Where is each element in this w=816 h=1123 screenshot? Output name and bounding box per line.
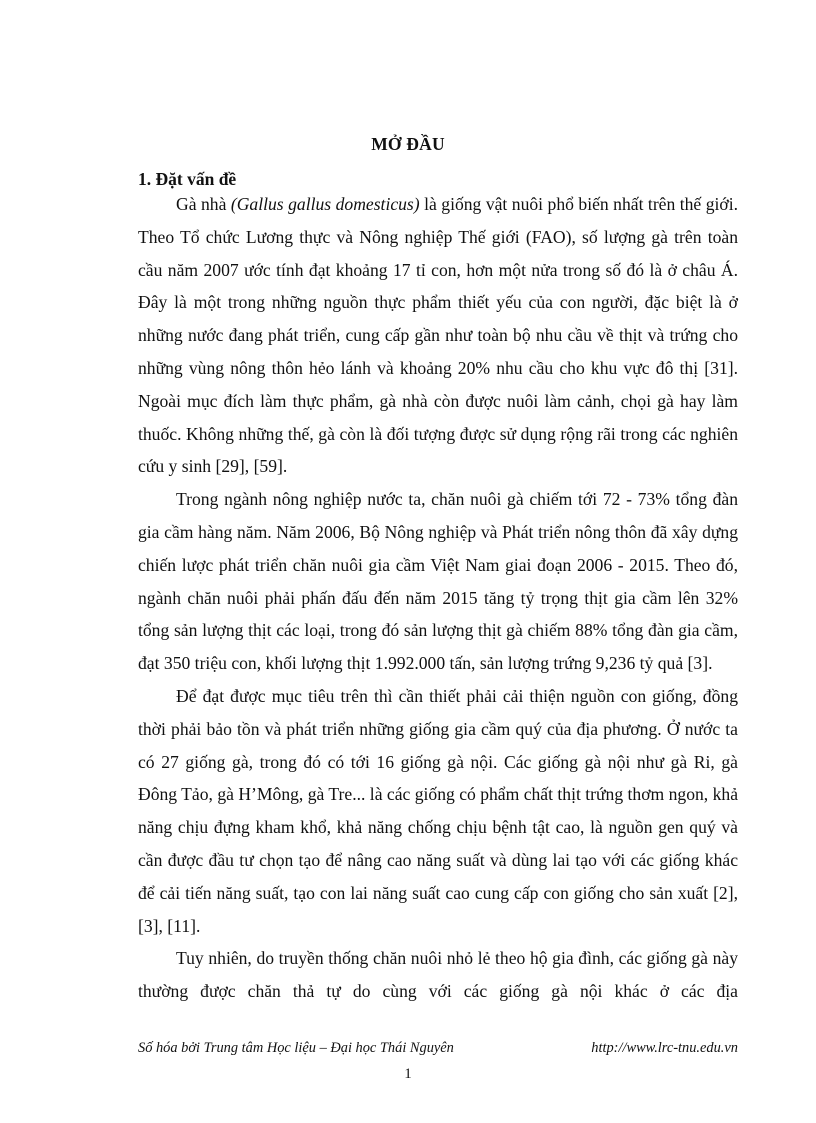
paragraph-4: Tuy nhiên, do truyền thống chăn nuôi nhỏ lẻ theo hộ gia đình, các giống gà này thường được chăn thả tự do cùng với các giống gà nội khác ở các địa	[138, 948, 738, 1002]
paragraph-1-rest: là giống vật nuôi phổ biến nhất trên thế giới. Theo Tổ chức Lương thực và Nông nghiệp Thế giới (FAO), số lượng gà trên toàn cầu năm 2007 ước tính đạt khoảng 17 tỉ con, hơn một nửa trong số đó là ở châu Á. Đây là một trong những nguồn thực phẩm thiết yếu của con người, đặc biệt là ở những nước đang phát triển, cung cấp gần như toàn bộ nhu cầu về thịt và trứng cho những vùng nông thôn hẻo lánh và khoảng 20% nhu cầu cho khu vực đô thị [31]. Ngoài mục đích làm thực phẩm, gà nhà còn được nuôi làm cảnh, chọi gà hay làm thuốc. Không những thế, gà còn là đối tượng được sử dụng rộng rãi trong các nghiên cứu y sinh [29], [59].	[138, 194, 738, 477]
page-number: 1	[404, 1066, 412, 1082]
paragraph-3: Để đạt được mục tiêu trên thì cần thiết phải cải thiện nguồn con giống, đồng thời phải bảo tồn và phát triển những giống gia cầm quý của địa phương. Ở nước ta có 27 giống gà, trong đó có tới 16 giống gà nội. Các giống gà nội như gà Ri, gà Đông Tảo, gà H’Mông, gà Tre... là các giống có phẩm chất thịt trứng thơm ngon, khả năng chịu đựng kham khổ, khả năng chống chịu bệnh tật cao, là nguồn gen quý và cần được đầu tư chọn tạo để nâng cao năng suất và dùng lai tạo với các giống khác để cải tiến năng suất, tạo con lai năng suất cao cung cấp con giống cho sản xuất [2], [3], [11].	[138, 685, 738, 936]
page-footer	[138, 1040, 738, 1062]
footer-digitized-by: Số hóa bởi Trung tâm Học liệu – Đại học Thái Nguyên	[138, 1040, 454, 1056]
scientific-name: (Gallus gallus domesticus)	[230, 194, 420, 214]
paragraph-1-prefix: Gà nhà	[176, 194, 231, 214]
page-title: MỞ ĐẦU	[371, 134, 445, 154]
footer-url[interactable]: http://www.lrc-tnu.edu.vn	[591, 1040, 738, 1056]
section-heading: 1. Đặt vấn đề	[138, 169, 237, 189]
paragraph-2: Trong ngành nông nghiệp nước ta, chăn nuôi gà chiếm tới 72 - 73% tổng đàn gia cầm hàng năm. Năm 2006, Bộ Nông nghiệp và Phát triển nông thôn đã xây dựng chiến lược phát triển chăn nuôi gia cầm Việt Nam giai đoạn 2006 - 2015. Theo đó, ngành chăn nuôi phải phấn đấu đến năm 2015 tăng tỷ trọng thịt gia cầm lên 32% tổng sản lượng thịt các loại, trong đó sản lượng thịt gà chiếm 88% tổng đàn gia cầm, đạt 350 triệu con, khối lượng thịt 1.992.000 tấn, sản lượng trứng 9,236 tỷ quả [3].	[138, 489, 738, 674]
body-text	[138, 188, 738, 1008]
paragraph-1	[138, 188, 738, 483]
